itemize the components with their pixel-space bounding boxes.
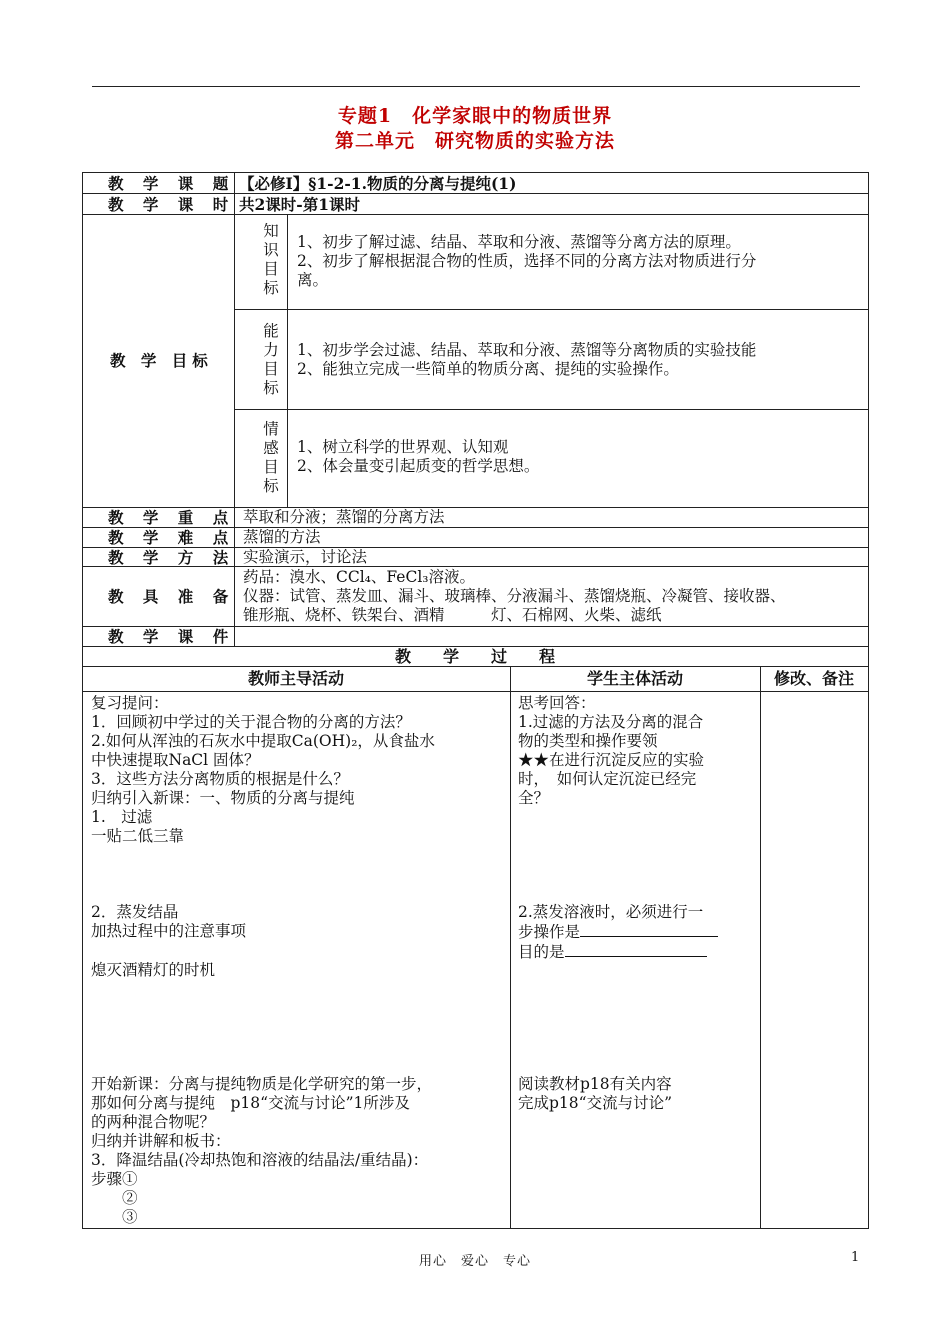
courseware-label: 教 学 课 件 bbox=[108, 627, 236, 646]
student-line: 完成p18“交流与讨论” bbox=[518, 1094, 672, 1112]
student-line: 1.过滤的方法及分离的混合 bbox=[518, 713, 704, 731]
page-number: 1 bbox=[851, 1250, 860, 1265]
answer-blank[interactable] bbox=[580, 922, 718, 937]
student-line: 全？ bbox=[518, 789, 550, 807]
student-line bbox=[518, 942, 718, 962]
student-line: 2.蒸发溶液时，必须进行一 bbox=[518, 903, 704, 921]
equipment-line: 仪器：试管、蒸发皿、漏斗、玻璃棒、分液漏斗、蒸馏烧瓶、冷凝管、接收器、 bbox=[243, 587, 786, 605]
emotion-goal-text bbox=[297, 438, 539, 476]
equipment-line: 锥形瓶、烧杯、铁架台、酒精 灯、石棉网、火柴、滤纸 bbox=[243, 606, 662, 624]
teacher-line: ② bbox=[91, 1189, 138, 1207]
method-label: 教 学 方 法 bbox=[108, 548, 236, 567]
col-notes-header: 修改、备注 bbox=[773, 669, 854, 688]
difficulty-value: 蒸馏的方法 bbox=[243, 528, 321, 546]
teacher-evaporation bbox=[91, 903, 246, 941]
teacher-line: 归纳并讲解和板书： bbox=[91, 1132, 231, 1150]
col-student-header: 学生主体活动 bbox=[586, 669, 683, 688]
teacher-line: 归纳引入新课：一、物质的分离与提纯 bbox=[91, 789, 355, 807]
key-label: 教 学 重 点 bbox=[108, 508, 236, 527]
header-rule bbox=[92, 86, 860, 87]
ability-goal-text bbox=[297, 341, 756, 379]
key-value: 萃取和分液；蒸馏的分离方法 bbox=[243, 508, 445, 526]
student-answer bbox=[518, 694, 704, 808]
goal-line: 2、体会量变引起质变的哲学思想。 bbox=[297, 457, 540, 475]
goal-line: 1、初步了解过滤、结晶、萃取和分液、蒸馏等分离方法的原理。 bbox=[297, 233, 741, 251]
answer-blank[interactable] bbox=[565, 942, 707, 957]
process-title: 教 学 过 程 bbox=[394, 647, 555, 666]
student-line bbox=[518, 922, 718, 942]
teacher-review bbox=[91, 694, 435, 846]
goal-line: 2、能独立完成一些简单的物质分离、提纯的实验操作。 bbox=[297, 360, 679, 378]
teacher-line: 开始新课：分离与提纯物质是化学研究的第一步， bbox=[91, 1075, 433, 1093]
hours-label: 教 学 课 时 bbox=[108, 195, 236, 214]
student-line: 物的类型和操作要领 bbox=[518, 732, 658, 750]
student-line-text: 目的是 bbox=[518, 943, 565, 961]
knowledge-goal-label: 知识目标 bbox=[263, 222, 279, 297]
teacher-line: 1．回顾初中学过的关于混合物的分离的方法？ bbox=[91, 713, 411, 731]
col-teacher-header: 教师主导活动 bbox=[247, 669, 344, 688]
student-evaporation bbox=[518, 903, 718, 962]
teacher-line: 2．蒸发结晶 bbox=[91, 903, 179, 921]
student-line-text: 步操作是 bbox=[518, 923, 581, 941]
topic-label: 教 学 课 题 bbox=[108, 174, 236, 193]
ability-goal-label: 能力目标 bbox=[263, 322, 279, 397]
equipment-line: 药品：溴水、CCl₄、FeCl₃溶液。 bbox=[243, 568, 476, 586]
method-value: 实验演示，讨论法 bbox=[243, 548, 368, 566]
teacher-line: 复习提问： bbox=[91, 694, 169, 712]
teacher-line: 的两种混合物呢？ bbox=[91, 1113, 216, 1131]
hours-value: 共2课时-第1课时 bbox=[239, 195, 361, 214]
student-reading bbox=[518, 1075, 672, 1113]
teacher-line: 那如何分离与提纯 p18“交流与讨论”1所涉及 bbox=[91, 1094, 410, 1112]
teacher-line: 3．降温结晶(冷却热饱和溶液的结晶法/重结晶)： bbox=[91, 1151, 429, 1169]
teacher-line: 中快速提取NaCl 固体？ bbox=[91, 751, 260, 769]
teacher-line: ③ bbox=[91, 1208, 138, 1226]
student-line: 时， 如何认定沉淀已经完 bbox=[518, 770, 697, 788]
student-line: 思考回答： bbox=[518, 694, 596, 712]
goal-line: 1、初步学会过滤、结晶、萃取和分液、蒸馏等分离物质的实验技能 bbox=[297, 341, 757, 359]
teacher-line: 3．这些方法分离物质的根据是什么？ bbox=[91, 770, 349, 788]
equipment-text bbox=[243, 568, 786, 625]
teacher-line: 1. 过滤 bbox=[91, 808, 153, 826]
equipment-label: 教 具 准 备 bbox=[108, 587, 236, 606]
topic-value: 【必修Ⅰ】§1-2-1.物质的分离与提纯(1) bbox=[239, 174, 517, 193]
teacher-line: 步骤① bbox=[91, 1170, 138, 1188]
teacher-line: 一贴二低三靠 bbox=[91, 827, 185, 845]
student-line: 阅读教材p18有关内容 bbox=[518, 1075, 672, 1093]
goal-line: 离。 bbox=[297, 271, 329, 289]
teacher-new-lesson bbox=[91, 1075, 432, 1227]
teacher-lamp: 熄灭酒精灯的时机 bbox=[91, 961, 216, 979]
teacher-line: 2.如何从浑浊的石灰水中提取Ca(OH)₂，从食盐水 bbox=[91, 732, 435, 750]
difficulty-label: 教 学 难 点 bbox=[108, 528, 236, 547]
student-line: ★★在进行沉淀反应的实验 bbox=[518, 751, 705, 769]
emotion-goal-label: 情感目标 bbox=[263, 420, 279, 495]
section-title: 第二单元 研究物质的实验方法 bbox=[334, 130, 615, 152]
goals-label: 教 学 目标 bbox=[110, 351, 213, 370]
goal-line: 1、树立科学的世界观、认知观 bbox=[297, 438, 509, 456]
knowledge-goal-text bbox=[297, 233, 756, 290]
goal-line: 2、初步了解根据混合物的性质，选择不同的分离方法对物质进行分 bbox=[297, 252, 757, 270]
unit-title: 专题1 化学家眼中的物质世界 bbox=[337, 105, 613, 127]
footer-motto: 用心 爱心 专心 bbox=[418, 1254, 531, 1269]
teacher-line: 加热过程中的注意事项 bbox=[91, 922, 247, 940]
